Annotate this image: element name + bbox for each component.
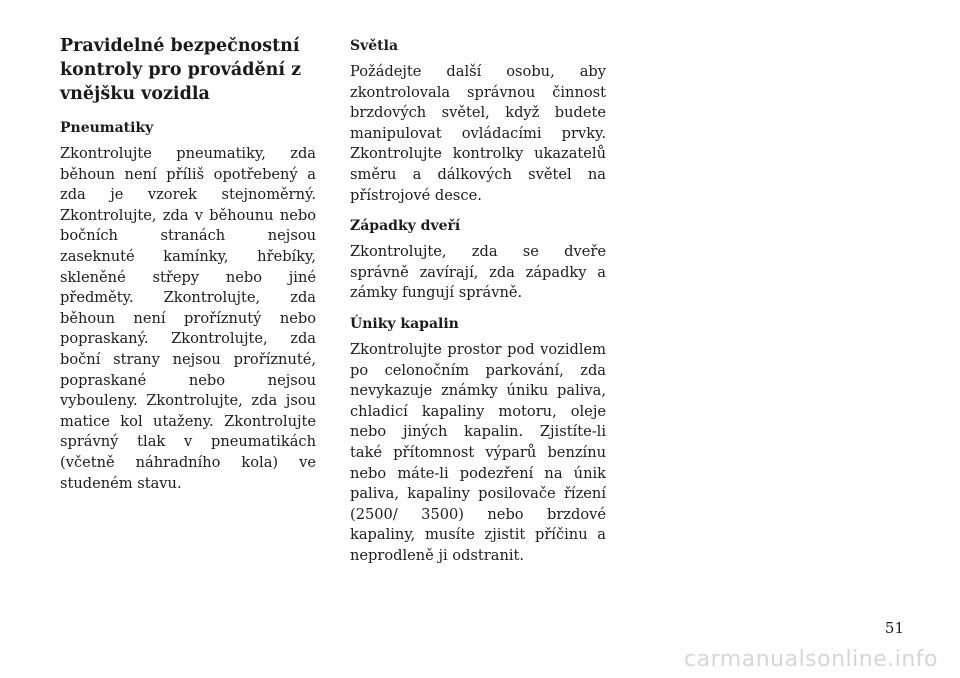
section-door-latches (350, 216, 606, 304)
section-tires (60, 118, 316, 494)
section-heading-door-latches: Západky dveří (350, 218, 461, 235)
section-lights (350, 36, 606, 206)
section-text-lights: Požádejte další osobu, aby zkontrolovala správnou činnost brzdových světel, když budete manipulovat ovládacími prvky. Zkontrolujte kontrolky ukazatelů směru a dálkových světel na přístrojové desce. (350, 63, 606, 204)
watermark: carmanualsonline.info (684, 647, 938, 672)
right-column (350, 36, 606, 576)
section-heading-tires: Pneumatiky (60, 120, 154, 136)
section-fluid-leaks (350, 314, 606, 567)
section-text-tires: Zkontrolujte pneumatiky, zda běhoun není příliš opotřebený a zda je vzorek stejnoměrný. Zkontrolujte, zda v běhounu nebo bočních stranách nejsou zaseknuté kamínky, hřebíky, skleněné střepy nebo jiné předměty. Zkontrolujte, zda běhoun není proříznutý nebo popraskaný. Zkontrolujte, zda boční strany nejsou proříznuté, popraskané nebo nejsou vybouleny. Zkontrolujte, zda jsou matice kol utaženy. Zkontrolujte správný tlak v pneumatikách (včetně náhradního kola) ve studeném stavu. (60, 145, 316, 492)
section-text-fluid-leaks: Zkontrolujte prostor pod vozidlem po celonočním parkování, zda nevykazuje známky úniku paliva, chladicí kapaliny motoru, oleje nebo jiných kapalin. Zjistíte-li také přítomnost výparů benzínu nebo máte-li podezření na únik paliva, kapaliny posilovače řízení (2500/ 3500) nebo brzdové kapaliny, musíte zjistit příčinu a neprodleně ji odstranit. (350, 340, 606, 564)
section-heading-fluid-leaks: Úniky kapalin (350, 315, 459, 332)
page-title: Pravidelné bezpečnostní kontroly pro provádění z vnějšku vozidla (60, 36, 302, 104)
section-heading-lights: Světla (350, 38, 399, 54)
section-text-door-latches: Zkontrolujte, zda se dveře správně zavírají, zda západky a zámky fungují správně. (350, 243, 606, 302)
page-number: 51 (884, 619, 904, 637)
left-column (60, 34, 316, 504)
